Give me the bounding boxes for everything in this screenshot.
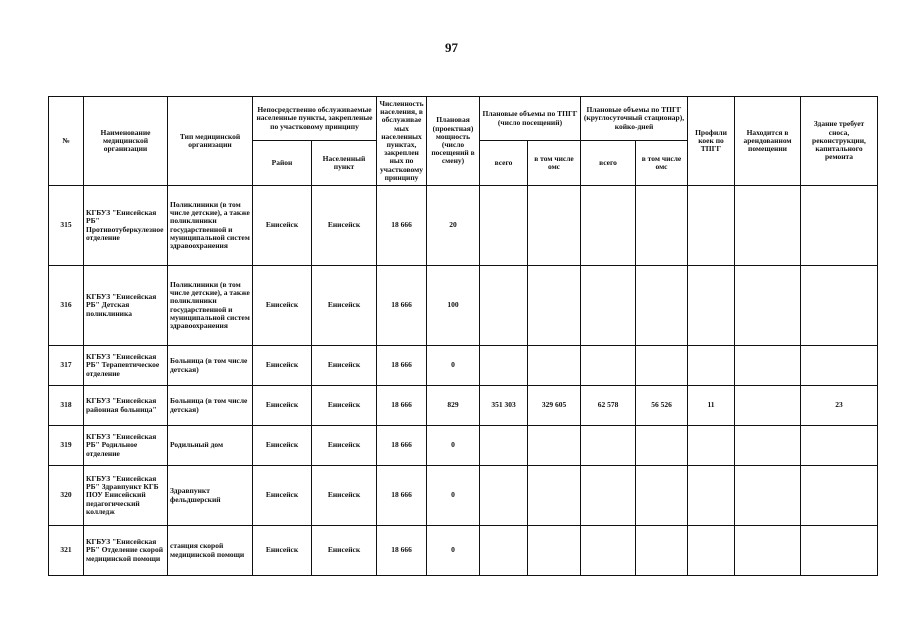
rented-cell [735,526,801,576]
row-number: 320 [49,466,84,526]
capacity-cell: 829 [427,386,480,426]
beds-oms-cell [636,266,688,346]
settlement-cell: Енисейск [312,266,377,346]
capacity-cell: 20 [427,186,480,266]
header-no: № [49,97,84,186]
org-type-cell: Здравпункт фельдшерский [168,466,253,526]
capacity-cell: 100 [427,266,480,346]
beds-oms-cell [636,426,688,466]
header-visits-group: Плановые объемы по ТПГГ (число посещений) [480,97,581,141]
settlement-cell: Енисейск [312,426,377,466]
visits-total-cell [480,266,528,346]
table-row [49,466,878,526]
table-row [49,346,878,386]
visits-total-cell [480,186,528,266]
population-cell: 18 666 [377,186,427,266]
row-number: 316 [49,266,84,346]
table-row [49,386,878,426]
org-name-cell: КГБУЗ "Енисейская РБ" Терапевтическое отделение [84,346,168,386]
beds-total-cell [581,266,636,346]
repair-cell [801,466,878,526]
org-name-cell: КГБУЗ "Енисейская РБ" Здравпункт КГБ ПОУ Енисейский педагогический колледж [84,466,168,526]
header-beds-oms: в том числе омс [636,141,688,186]
population-cell: 18 666 [377,346,427,386]
header-population: Численность населения, в обслуживае мых населенных пунктах, закреплен ных по участковому принципу [377,97,427,186]
beds-total-cell [581,186,636,266]
org-type-cell: станция скорой медицинской помощи [168,526,253,576]
visits-oms-cell [528,426,581,466]
population-cell: 18 666 [377,386,427,426]
header-beds-group: Плановые объемы по ТПГГ (круглосуточный стационар), койко-дней [581,97,688,141]
beds-oms-cell [636,186,688,266]
capacity-cell: 0 [427,526,480,576]
visits-oms-cell: 329 605 [528,386,581,426]
visits-total-cell [480,346,528,386]
beds-oms-cell [636,526,688,576]
row-number: 317 [49,346,84,386]
district-cell: Енисейск [253,426,312,466]
org-type-cell: Поликлиники (в том числе детские), а также поликлиники государственной и муниципальной систем здравоохранения [168,266,253,346]
org-type-cell: Поликлиники (в том числе детские), а также поликлиники государственной и муниципальной систем здравоохранения [168,186,253,266]
repair-cell [801,346,878,386]
rented-cell [735,186,801,266]
header-profile-beds: Профили коек по ТПГГ [688,97,735,186]
row-number: 315 [49,186,84,266]
org-name-cell: КГБУЗ "Енисейская РБ" Родильное отделение [84,426,168,466]
org-name-cell: КГБУЗ "Енисейская РБ" Отделение скорой медицинской помощи [84,526,168,576]
row-number: 318 [49,386,84,426]
settlement-cell: Енисейск [312,466,377,526]
header-org-name: Наименование медицинской организации [84,97,168,186]
page-number: 97 [445,40,458,55]
medical-organizations-table [48,96,878,576]
settlement-cell: Енисейск [312,386,377,426]
visits-oms-cell [528,186,581,266]
district-cell: Енисейск [253,186,312,266]
repair-cell [801,186,878,266]
profile-cell: 11 [688,386,735,426]
visits-oms-cell [528,266,581,346]
org-type-cell: Больница (в том числе детская) [168,386,253,426]
row-number: 321 [49,526,84,576]
district-cell: Енисейск [253,266,312,346]
beds-total-cell [581,426,636,466]
repair-cell [801,266,878,346]
rented-cell [735,466,801,526]
capacity-cell: 0 [427,426,480,466]
org-name-cell: КГБУЗ "Енисейская РБ" Детская поликлиника [84,266,168,346]
table-row [49,426,878,466]
profile-cell [688,346,735,386]
org-name-cell: КГБУЗ "Енисейская РБ" Противотуберкулезное отделение [84,186,168,266]
settlement-cell: Енисейск [312,346,377,386]
visits-oms-cell [528,346,581,386]
header-settlements-group: Непосредственно обслуживаемые населенные пункты, закрепленые по участковому принципу [253,97,377,141]
repair-cell [801,526,878,576]
population-cell: 18 666 [377,266,427,346]
capacity-cell: 0 [427,346,480,386]
population-cell: 18 666 [377,466,427,526]
repair-cell: 23 [801,386,878,426]
beds-total-cell [581,466,636,526]
header-org-type: Тип медицинской организации [168,97,253,186]
rented-cell [735,386,801,426]
org-type-cell: Больница (в том числе детская) [168,346,253,386]
header-beds-total: всего [581,141,636,186]
visits-total-cell [480,526,528,576]
capacity-cell: 0 [427,466,480,526]
table-row [49,526,878,576]
header-capacity: Плановая (проектная) мощность (число посещений в смену) [427,97,480,186]
beds-oms-cell [636,346,688,386]
row-number: 319 [49,426,84,466]
district-cell: Енисейск [253,466,312,526]
profile-cell [688,426,735,466]
population-cell: 18 666 [377,426,427,466]
header-rented: Находится в арендованном помещении [735,97,801,186]
profile-cell [688,266,735,346]
org-type-cell: Родильный дом [168,426,253,466]
beds-oms-cell [636,466,688,526]
visits-oms-cell [528,526,581,576]
beds-oms-cell: 56 526 [636,386,688,426]
rented-cell [735,266,801,346]
population-cell: 18 666 [377,526,427,576]
profile-cell [688,466,735,526]
repair-cell [801,426,878,466]
profile-cell [688,186,735,266]
visits-total-cell [480,426,528,466]
settlement-cell: Енисейск [312,526,377,576]
header-visits-total: всего [480,141,528,186]
district-cell: Енисейск [253,346,312,386]
header-needs-repair: Здание требует сноса, реконструкции, капитального ремонта [801,97,878,186]
visits-total-cell: 351 303 [480,386,528,426]
beds-total-cell [581,526,636,576]
beds-total-cell: 62 578 [581,386,636,426]
visits-total-cell [480,466,528,526]
header-settlement: Населенный пункт [312,141,377,186]
table-row [49,266,878,346]
district-cell: Енисейск [253,386,312,426]
district-cell: Енисейск [253,526,312,576]
profile-cell [688,526,735,576]
header-district: Район [253,141,312,186]
visits-oms-cell [528,466,581,526]
table-row [49,186,878,266]
rented-cell [735,346,801,386]
header-visits-oms: в том числе омс [528,141,581,186]
rented-cell [735,426,801,466]
org-name-cell: КГБУЗ "Енисейская районная больница" [84,386,168,426]
settlement-cell: Енисейск [312,186,377,266]
beds-total-cell [581,346,636,386]
